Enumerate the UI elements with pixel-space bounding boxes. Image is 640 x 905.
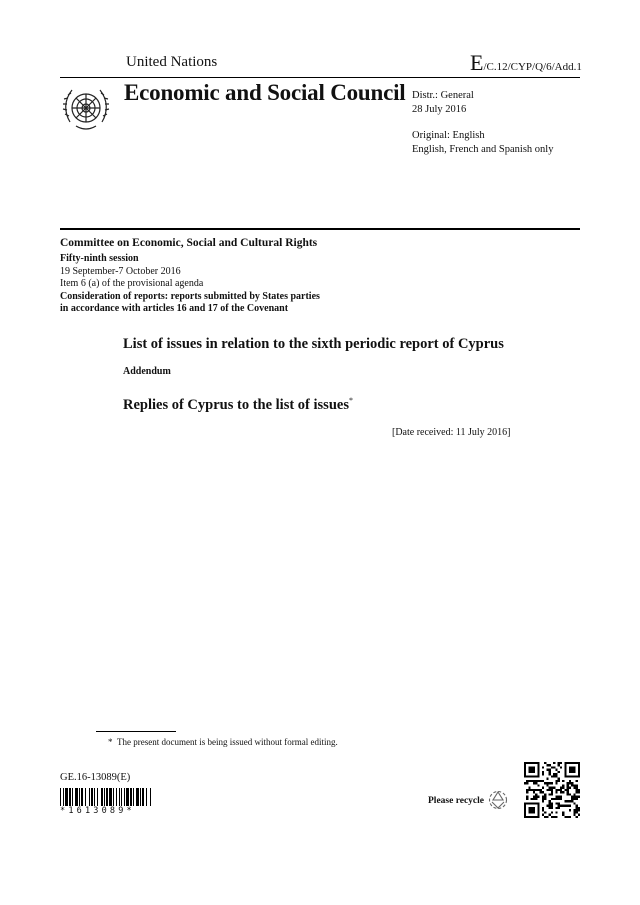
qr-code-icon bbox=[524, 762, 580, 818]
barcode-number: *1613089* bbox=[60, 806, 135, 816]
languages: English, French and Spanish only bbox=[412, 144, 554, 155]
addendum-label: Addendum bbox=[123, 366, 171, 377]
footnote-mark: * bbox=[108, 737, 113, 747]
replies-heading bbox=[123, 396, 353, 414]
barcode-icon bbox=[60, 788, 152, 806]
date-received: [Date received: 11 July 2016] bbox=[392, 427, 511, 438]
committee-name: Committee on Economic, Social and Cultural Rights bbox=[60, 237, 318, 249]
session: Fifty-ninth session bbox=[60, 253, 139, 264]
un-label: United Nations bbox=[126, 54, 218, 70]
issue-date: 28 July 2016 bbox=[412, 104, 467, 115]
footnote bbox=[108, 737, 338, 747]
document-number: GE.16-13089(E) bbox=[60, 772, 131, 783]
session-meta bbox=[60, 253, 320, 316]
session-dates: 19 September-7 October 2016 bbox=[60, 265, 181, 277]
council-title: Economic and Social Council bbox=[124, 80, 406, 105]
symbol-prefix: E bbox=[470, 50, 484, 75]
language-block bbox=[412, 129, 553, 157]
footnote-rule bbox=[96, 731, 176, 732]
consideration-line-1: Consideration of reports: reports submitted by States parties bbox=[60, 290, 320, 302]
section-rule bbox=[60, 228, 580, 230]
original-language: Original: English bbox=[412, 130, 485, 141]
document-title: List of issues in relation to the sixth periodic report of Cyprus bbox=[123, 336, 504, 352]
un-emblem-icon bbox=[60, 82, 112, 134]
recycle-label: Please recycle bbox=[428, 796, 484, 806]
distribution-block bbox=[412, 89, 474, 117]
document-symbol bbox=[470, 50, 582, 76]
footnote-ref: * bbox=[348, 396, 353, 405]
recycle-icon bbox=[488, 790, 508, 810]
consideration-line-2: in accordance with articles 16 and 17 of the Covenant bbox=[60, 303, 289, 314]
footnote-text: The present document is being issued without formal editing. bbox=[117, 737, 338, 747]
agenda-item: Item 6 (a) of the provisional agenda bbox=[60, 278, 204, 289]
header-rule bbox=[60, 77, 580, 78]
replies-text: Replies of Cyprus to the list of issues bbox=[123, 396, 349, 413]
distribution: Distr.: General bbox=[412, 90, 474, 101]
symbol-rest: /C.12/CYP/Q/6/Add.1 bbox=[483, 61, 582, 73]
